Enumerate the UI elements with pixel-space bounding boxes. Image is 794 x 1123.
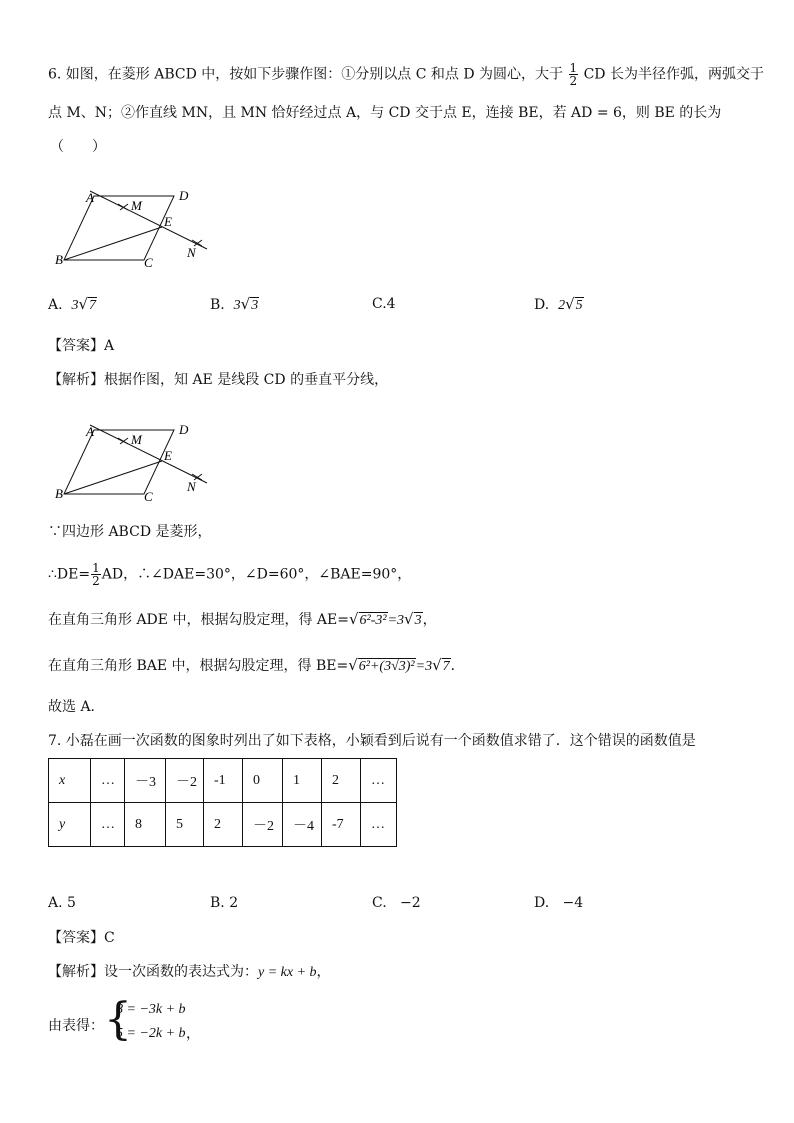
label-D: D — [179, 422, 189, 437]
label-N: N — [187, 479, 196, 494]
table-cell: x — [49, 759, 91, 803]
label-M: M — [131, 432, 142, 447]
q6-option-a[interactable]: A. 3√7 — [48, 295, 97, 313]
label-N: N — [187, 245, 196, 260]
table-cell: -7 — [322, 803, 361, 847]
q7-answer: 【答案】C — [48, 930, 115, 946]
rhombus-figure-1 — [52, 182, 232, 272]
table-cell: -1 — [204, 759, 243, 803]
linear-formula: y = kx + b — [258, 965, 317, 980]
q6-step2: ∴DE= $\frac{1}{2}$ AD，∴∠DAE=30°，∠D=60°，∠BAE=90°， — [48, 561, 412, 588]
brace-icon: { — [104, 994, 132, 1045]
half-fraction: $\frac{1}{2}$ — [569, 61, 578, 88]
table-cell: 1 — [283, 759, 322, 803]
equation-1: 8 = −3k + b — [116, 1002, 186, 1017]
q6-line1: 6. 如图，在菱形 ABCD 中，按如下步骤作图：①分别以点 C 和点 D 为圆心，大于 $\frac{1}{2}$ CD 长为半径作弧，两弧交于 — [48, 61, 764, 88]
table-cell: … — [361, 803, 397, 847]
q6-option-b[interactable]: B. 3√3 — [210, 295, 259, 313]
table-cell: … — [361, 759, 397, 803]
table-row-x — [49, 759, 397, 803]
label-A: A — [86, 190, 94, 205]
label-C: C — [144, 255, 153, 270]
function-value-table — [48, 758, 397, 847]
q6-answer: 【答案】A — [48, 338, 115, 354]
rhombus-figure-2 — [52, 416, 232, 506]
q7-from-table: 由表得： — [48, 1018, 104, 1034]
q6-step1: ∵四边形 ABCD 是菱形， — [48, 524, 212, 540]
table-cell: 8 — [125, 803, 166, 847]
table-cell: 2 — [204, 803, 243, 847]
label-B: B — [55, 486, 63, 501]
q6-option-d[interactable]: D. 2√5 — [534, 295, 583, 313]
label-A: A — [86, 424, 94, 439]
label-M: M — [131, 198, 142, 213]
table-cell: －2 — [166, 759, 204, 803]
table-row-y — [49, 803, 397, 847]
q6-step3: 在直角三角形 ADE 中，根据勾股定理，得 AE=√6²-3²=3√3， — [48, 610, 437, 628]
q6-paren: （ ） — [50, 139, 106, 155]
table-cell: … — [91, 759, 125, 803]
q7-stem: 7. 小磊在画一次函数的图象时列出了如下表格，小颖看到后说有一个函数值求错了．这个错误的函数值是 — [48, 733, 696, 749]
q6-step4: 在直角三角形 BAE 中，根据勾股定理，得 BE=√6²+(3√3)²=3√7． — [48, 656, 465, 674]
table-cell: 0 — [243, 759, 283, 803]
label-E: E — [164, 214, 172, 229]
table-cell: 5 — [166, 803, 204, 847]
q7-option-c[interactable]: C. −2 — [372, 895, 421, 911]
q6-choose: 故选 A． — [48, 699, 105, 715]
label-C: C — [144, 489, 153, 504]
table-cell: －3 — [125, 759, 166, 803]
table-cell: －4 — [283, 803, 322, 847]
equation-tail: ， — [186, 1026, 200, 1042]
table-cell: －2 — [243, 803, 283, 847]
q6-analysis-head: 【解析】根据作图，知 AE 是线段 CD 的垂直平分线， — [48, 372, 389, 388]
equation-2: 5 = −2k + b — [116, 1026, 186, 1041]
label-B: B — [55, 252, 63, 267]
q7-option-b[interactable]: B. 2 — [210, 895, 239, 911]
table-cell: y — [49, 803, 91, 847]
table-cell: 2 — [322, 759, 361, 803]
table-cell: … — [91, 803, 125, 847]
label-E: E — [164, 448, 172, 463]
label-D: D — [179, 188, 189, 203]
q7-option-a[interactable]: A. 5 — [48, 895, 76, 911]
q7-option-d[interactable]: D. −4 — [534, 895, 584, 911]
q7-analysis-head: 【解析】设一次函数的表达式为：y = kx + b， — [48, 964, 331, 980]
q6-option-c[interactable]: C.4 — [372, 296, 396, 312]
q6-line2: 点 M、N；②作直线 MN，且 MN 恰好经过点 A，与 CD 交于点 E，连接 BE，若 AD = 6，则 BE 的长为 — [48, 105, 722, 121]
